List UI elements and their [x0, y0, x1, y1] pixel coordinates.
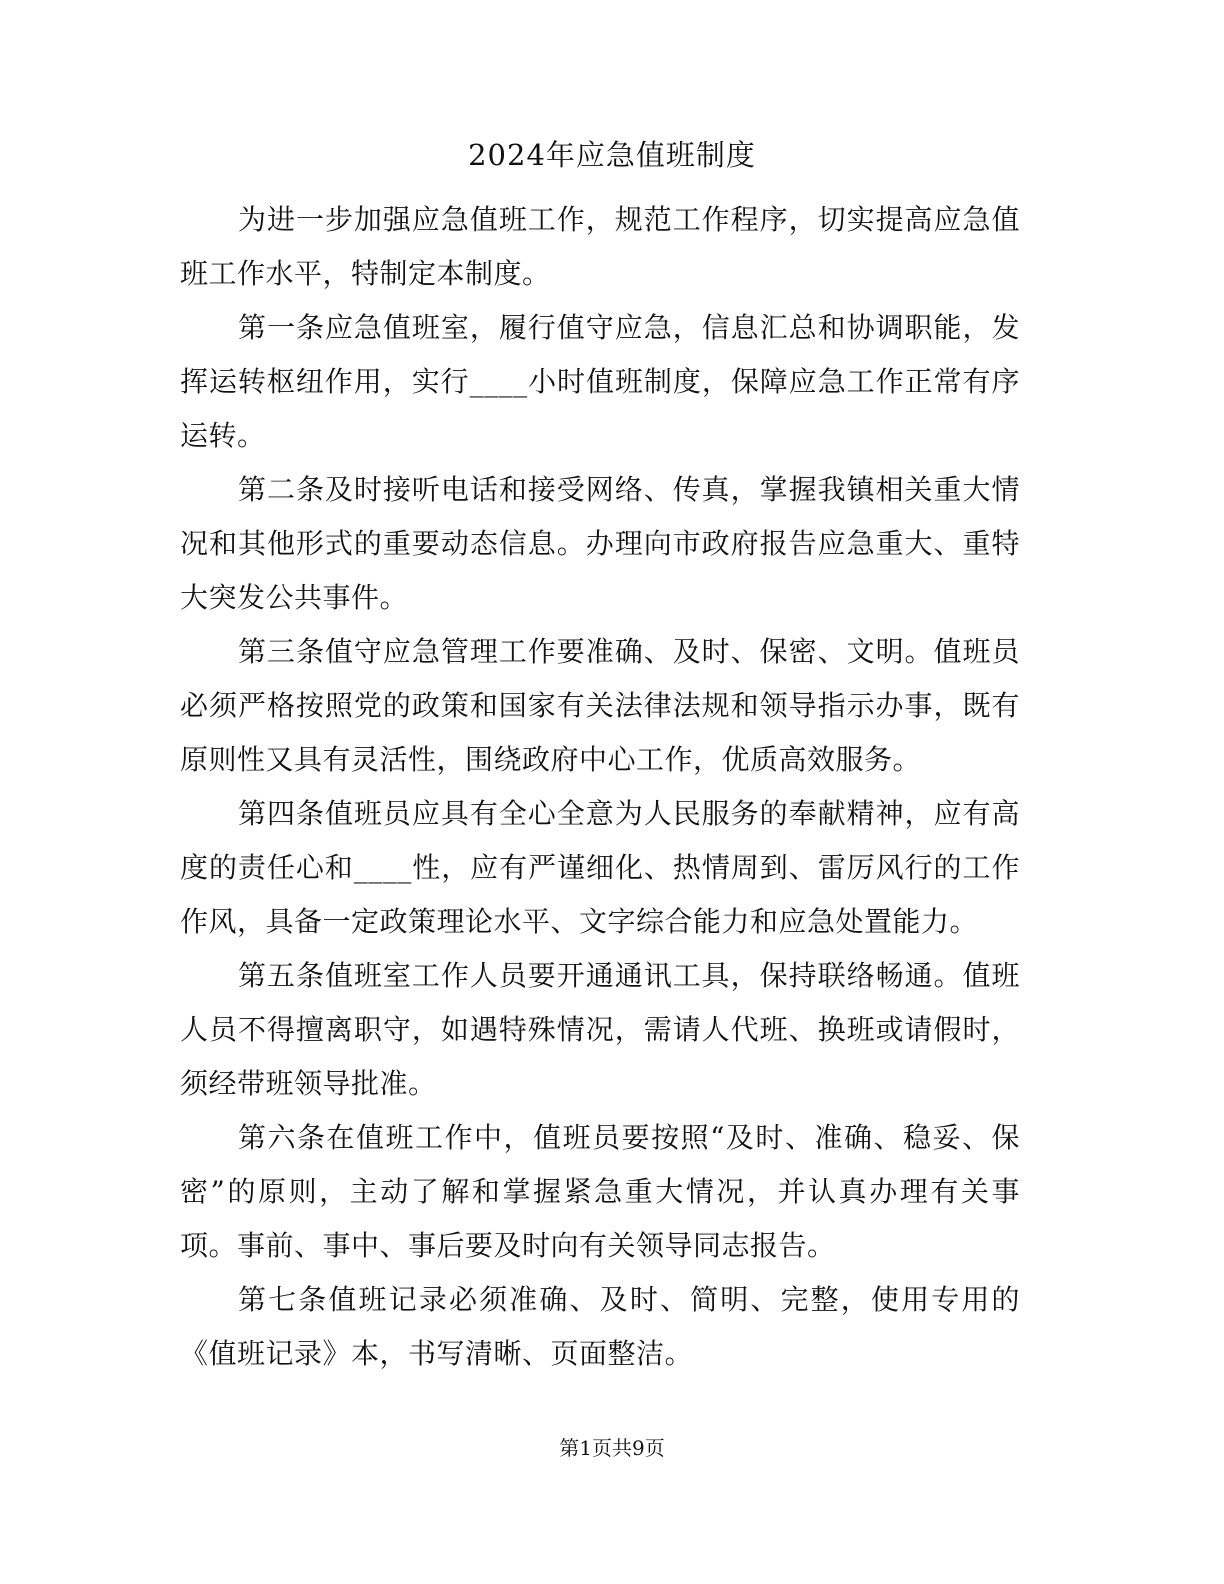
intro-paragraph: 为进一步加强应急值班工作，规范工作程序，切实提高应急值班工作水平，特制定本制度。	[180, 203, 1020, 290]
article-6-paragraph: 第六条在值班工作中，值班员要按照“及时、准确、稳妥、保密”的原则，主动了解和掌握紧急重大情况，并认真办理有关事项。事前、事中、事后要及时向有关领导同志报告。	[180, 1121, 1020, 1262]
article-5-paragraph: 第五条值班室工作人员要开通通讯工具，保持联络畅通。值班人员不得擅离职守，如遇特殊情况，需请人代班、换班或请假时，须经带班领导批准。	[180, 959, 1020, 1100]
page-number-footer: 第1页共9页	[559, 1436, 665, 1460]
article-2-paragraph: 第二条及时接听电话和接受网络、传真，掌握我镇相关重大情况和其他形式的重要动态信息。办理向市政府报告应急重大、重特大突发公共事件。	[180, 473, 1020, 614]
article-3-paragraph: 第三条值守应急管理工作要准确、及时、保密、文明。值班员必须严格按照党的政策和国家有关法律法规和领导指示办事，既有原则性又具有灵活性，围绕政府中心工作，优质高效服务。	[180, 635, 1020, 776]
article-4-paragraph: 第四条值班员应具有全心全意为人民服务的奉献精神，应有高度的责任心和____性，应有严谨细化、热情周到、雷厉风行的工作作风，具备一定政策理论水平、文字综合能力和应急处置能力。	[180, 797, 1020, 938]
article-1-paragraph: 第一条应急值班室，履行值守应急，信息汇总和协调职能，发挥运转枢纽作用，实行____小时值班制度，保障应急工作正常有序运转。	[180, 311, 1020, 452]
article-7-paragraph: 第七条值班记录必须准确、及时、简明、完整，使用专用的《值班记录》本，书写清晰、页面整洁。	[180, 1283, 1020, 1370]
document-body	[180, 193, 1020, 1381]
document-title: 2024年应急值班制度	[468, 138, 756, 172]
